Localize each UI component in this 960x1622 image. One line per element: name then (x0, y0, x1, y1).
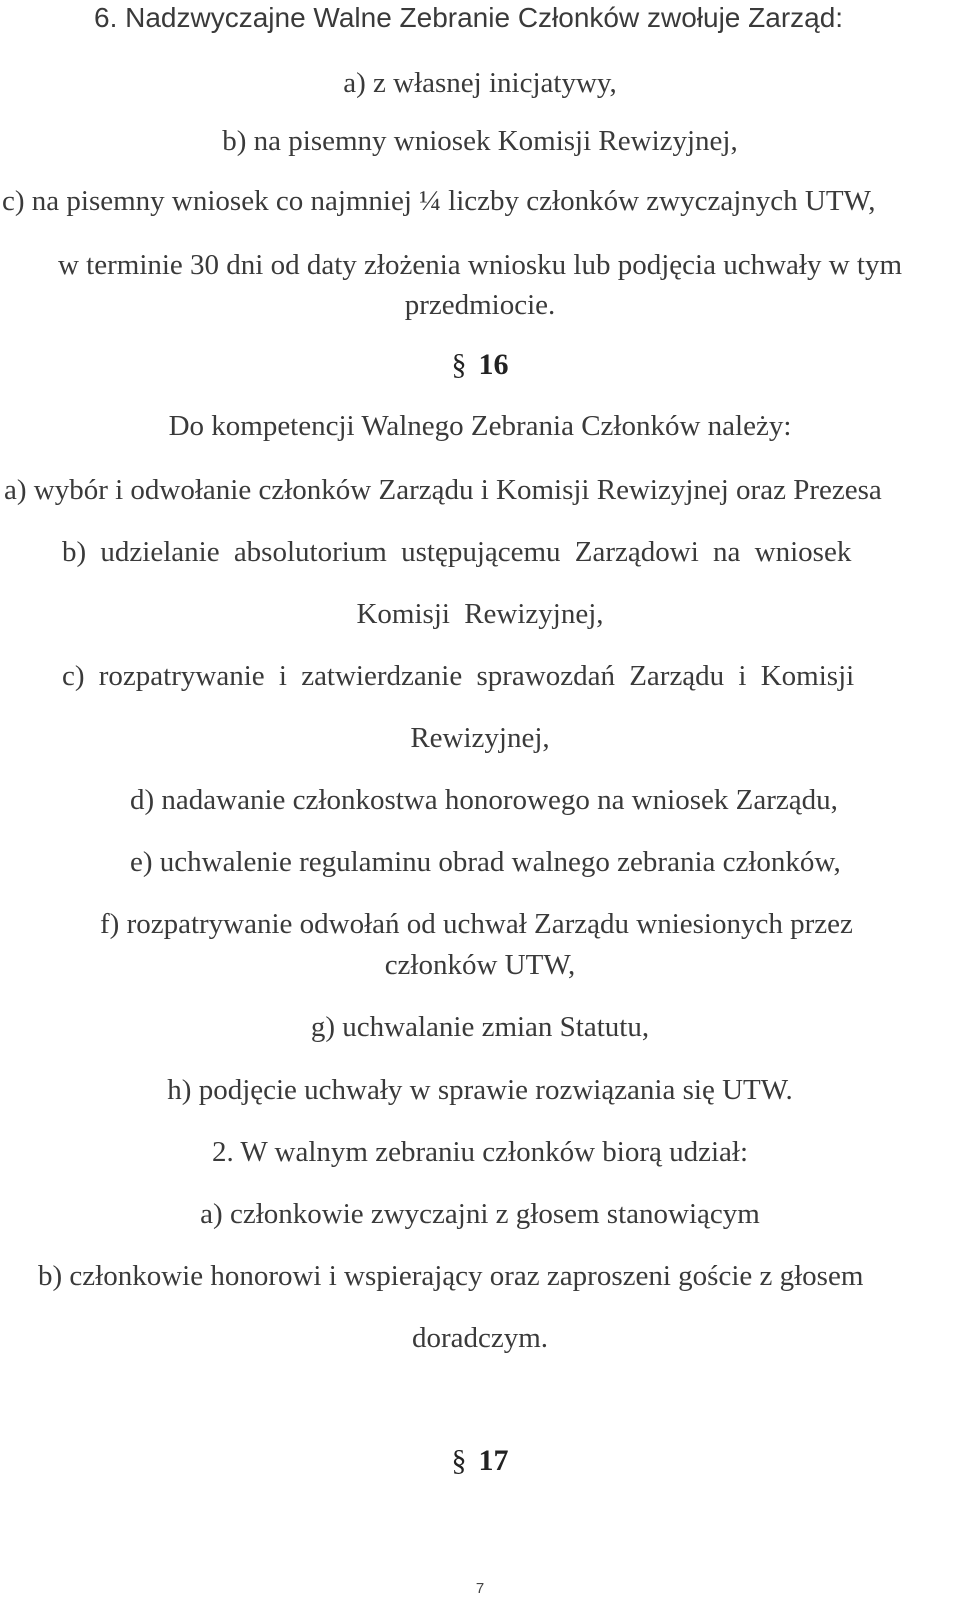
point-6-deadline-line-1: w terminie 30 dni od daty złożenia wniosku lub podjęcia uchwały w tym (57, 249, 903, 281)
section-number: 17 (478, 1444, 509, 1477)
section-16-item-f-line-2: członków UTW, (384, 949, 576, 981)
point-6-item-a: a) z własnej inicjatywy, (343, 67, 617, 99)
point-2-item-b-line-1: b) członkowie honorowi i wspierający oraz zaproszeni goście z głosem (38, 1260, 864, 1292)
point-2-item-b-line-2: doradczym. (411, 1322, 549, 1354)
section-16-item-a: a) wybór i odwołanie członków Zarządu i Komisji Rewizyjnej oraz Prezesa (4, 474, 882, 506)
section-number: 16 (478, 348, 509, 381)
section-16-item-g: g) uchwalanie zmian Statutu, (310, 1011, 650, 1043)
point-2-item-a: a) członkowie zwyczajni z głosem stanowiącym (200, 1198, 760, 1230)
section-symbol: § (451, 1444, 467, 1477)
section-16-intro: Do kompetencji Walnego Zebrania Członków należy: (168, 410, 792, 442)
section-16-item-b-line-2: Komisji Rewizyjnej, (356, 598, 604, 630)
point-6-intro: 6. Nadzwyczajne Walne Zebranie Członków zwołuje Zarząd: (94, 2, 844, 33)
section-16-item-f-line-1: f) rozpatrywanie odwołań od uchwał Zarządu wniesionych przez (100, 908, 853, 940)
point-6-item-c: c) na pisemny wniosek co najmniej ¼ liczby członków zwyczajnych UTW, (2, 185, 876, 217)
section-16-item-b-line-1: b) udzielanie absolutorium ustępującemu Zarządowi na wniosek (62, 536, 852, 568)
page-number: 7 (475, 1580, 485, 1597)
section-16-item-d: d) nadawanie członkostwa honorowego na wniosek Zarządu, (130, 784, 838, 816)
section-16-item-e: e) uchwalenie regulaminu obrad walnego zebrania członków, (130, 846, 841, 878)
point-6-item-b: b) na pisemny wniosek Komisji Rewizyjnej, (222, 125, 738, 157)
point-2-intro: 2. W walnym zebraniu członków biorą udział: (211, 1136, 749, 1168)
section-16-item-c-line-2: Rewizyjnej, (410, 722, 550, 754)
section-17-heading (0, 1446, 960, 1476)
point-6-deadline-line-2: przedmiocie. (404, 289, 556, 321)
section-16-item-h: h) podjęcie uchwały w sprawie rozwiązania się UTW. (167, 1074, 793, 1106)
section-16-heading (0, 350, 960, 380)
section-16-item-c-line-1: c) rozpatrywanie i zatwierdzanie sprawozdań Zarządu i Komisji (62, 660, 855, 692)
section-symbol: § (451, 348, 467, 381)
